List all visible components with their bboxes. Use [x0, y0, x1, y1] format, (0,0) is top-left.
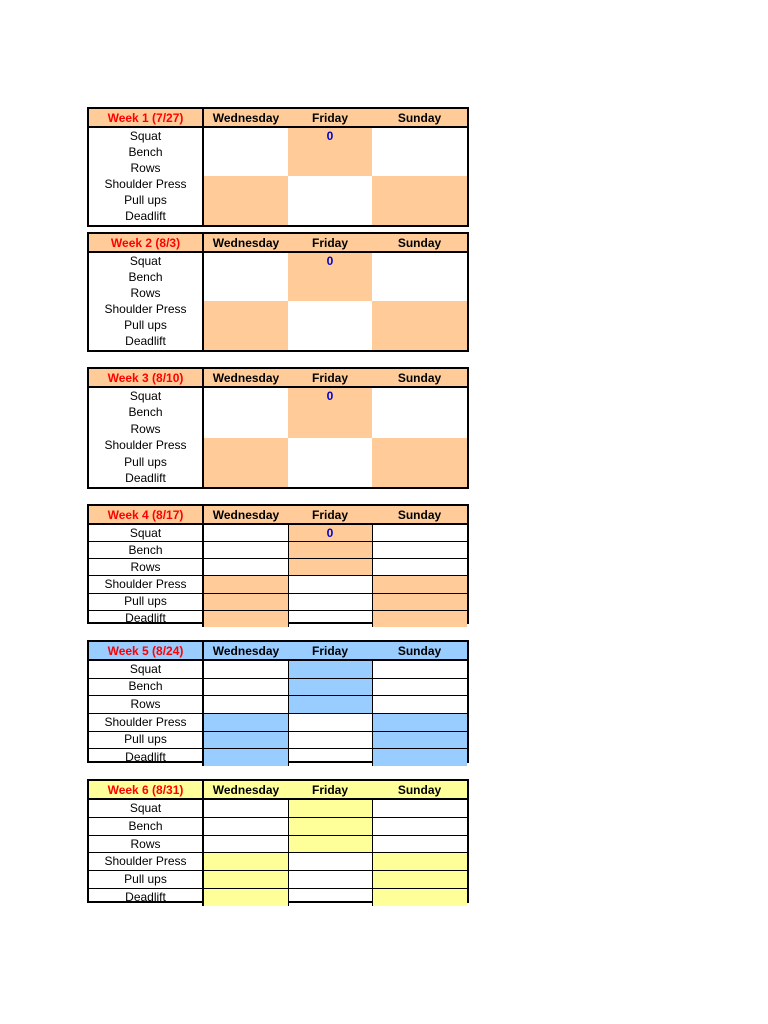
cell-rows-friday[interactable]	[288, 835, 372, 853]
day-header-wednesday: Wednesday	[203, 109, 288, 127]
week-title: Week 6 (8/31)	[89, 781, 203, 799]
exercise-label: Pull ups	[89, 871, 203, 889]
cell-deadlift-sunday[interactable]	[372, 749, 467, 766]
cell-pull-ups-wednesday[interactable]	[203, 731, 288, 749]
day-header-friday: Friday	[288, 369, 372, 387]
week-5-table	[87, 640, 469, 763]
cell-squat-sunday[interactable]	[372, 127, 467, 144]
cell-shoulder-press-wednesday[interactable]	[203, 576, 288, 593]
exercise-label: Bench	[89, 144, 203, 160]
day-header-sunday: Sunday	[372, 642, 467, 660]
cell-rows-wednesday[interactable]	[203, 835, 288, 853]
exercise-label: Bench	[89, 542, 203, 559]
exercise-label: Rows	[89, 160, 203, 176]
cell-squat-sunday[interactable]	[372, 524, 467, 542]
cell-pull-ups-friday[interactable]	[288, 731, 372, 749]
cell-squat-wednesday[interactable]	[203, 127, 288, 144]
week-title: Week 5 (8/24)	[89, 642, 203, 660]
cell-shoulder-press-friday[interactable]	[288, 438, 372, 455]
exercise-label: Shoulder Press	[89, 438, 203, 455]
exercise-label: Rows	[89, 285, 203, 301]
cell-bench-friday[interactable]	[288, 678, 372, 696]
exercise-label: Pull ups	[89, 318, 203, 334]
cell-pull-ups-wednesday[interactable]	[203, 871, 288, 889]
exercise-label: Deadlift	[89, 610, 203, 627]
cell-squat-wednesday[interactable]	[203, 387, 288, 405]
cell-pull-ups-wednesday[interactable]	[203, 318, 288, 334]
cell-rows-friday[interactable]	[288, 285, 372, 301]
day-header-friday: Friday	[288, 506, 372, 524]
exercise-label: Rows	[89, 559, 203, 576]
cell-bench-friday[interactable]	[288, 144, 372, 160]
cell-shoulder-press-sunday[interactable]	[372, 176, 467, 192]
cell-squat-friday[interactable]	[288, 799, 372, 817]
cell-rows-friday[interactable]	[288, 559, 372, 576]
cell-pull-ups-wednesday[interactable]	[203, 193, 288, 209]
cell-bench-friday[interactable]	[288, 269, 372, 285]
cell-deadlift-sunday[interactable]	[372, 471, 467, 488]
cell-rows-wednesday[interactable]	[203, 160, 288, 176]
cell-pull-ups-sunday[interactable]	[372, 593, 467, 610]
cell-rows-sunday[interactable]	[372, 421, 467, 438]
cell-shoulder-press-friday[interactable]	[288, 301, 372, 317]
cell-rows-friday[interactable]	[288, 696, 372, 714]
cell-shoulder-press-wednesday[interactable]	[203, 713, 288, 731]
cell-squat-sunday[interactable]	[372, 660, 467, 678]
exercise-label: Deadlift	[89, 334, 203, 350]
cell-deadlift-friday[interactable]	[288, 610, 372, 627]
cell-deadlift-sunday[interactable]	[372, 209, 467, 225]
cell-bench-wednesday[interactable]	[203, 144, 288, 160]
exercise-label: Squat	[89, 524, 203, 542]
cell-deadlift-wednesday[interactable]	[203, 610, 288, 627]
cell-pull-ups-wednesday[interactable]	[203, 593, 288, 610]
cell-rows-wednesday[interactable]	[203, 696, 288, 714]
cell-pull-ups-friday[interactable]	[288, 454, 372, 471]
exercise-label: Pull ups	[89, 731, 203, 749]
cell-shoulder-press-friday[interactable]	[288, 176, 372, 192]
cell-bench-sunday[interactable]	[372, 405, 467, 422]
cell-rows-sunday[interactable]	[372, 696, 467, 714]
day-header-sunday: Sunday	[372, 109, 467, 127]
cell-shoulder-press-sunday[interactable]	[372, 576, 467, 593]
cell-bench-friday[interactable]	[288, 405, 372, 422]
cell-bench-sunday[interactable]	[372, 269, 467, 285]
week-6-table	[87, 779, 469, 903]
cell-shoulder-press-sunday[interactable]	[372, 853, 467, 871]
exercise-label: Deadlift	[89, 471, 203, 488]
day-header-wednesday: Wednesday	[203, 506, 288, 524]
cell-squat-friday[interactable]	[288, 660, 372, 678]
week-title: Week 4 (8/17)	[89, 506, 203, 524]
day-header-friday: Friday	[288, 234, 372, 252]
cell-deadlift-sunday[interactable]	[372, 334, 467, 350]
day-header-sunday: Sunday	[372, 234, 467, 252]
cell-pull-ups-friday[interactable]	[288, 871, 372, 889]
cell-deadlift-friday[interactable]	[288, 209, 372, 225]
cell-rows-friday[interactable]	[288, 421, 372, 438]
cell-rows-sunday[interactable]	[372, 559, 467, 576]
cell-pull-ups-sunday[interactable]	[372, 731, 467, 749]
exercise-label: Deadlift	[89, 889, 203, 906]
exercise-label: Rows	[89, 835, 203, 853]
week-3-table	[87, 367, 469, 489]
cell-deadlift-friday[interactable]	[288, 889, 372, 906]
cell-squat-friday[interactable]: 0	[288, 252, 372, 269]
exercise-label: Deadlift	[89, 749, 203, 766]
exercise-label: Deadlift	[89, 209, 203, 225]
exercise-label: Shoulder Press	[89, 301, 203, 317]
cell-rows-sunday[interactable]	[372, 835, 467, 853]
cell-shoulder-press-sunday[interactable]	[372, 438, 467, 455]
exercise-label: Squat	[89, 387, 203, 405]
week-title: Week 3 (8/10)	[89, 369, 203, 387]
cell-bench-wednesday[interactable]	[203, 269, 288, 285]
cell-squat-wednesday[interactable]	[203, 252, 288, 269]
cell-pull-ups-sunday[interactable]	[372, 871, 467, 889]
week-title: Week 2 (8/3)	[89, 234, 203, 252]
cell-deadlift-wednesday[interactable]	[203, 889, 288, 906]
cell-bench-friday[interactable]	[288, 817, 372, 835]
cell-squat-sunday[interactable]	[372, 799, 467, 817]
exercise-label: Rows	[89, 421, 203, 438]
exercise-label: Squat	[89, 799, 203, 817]
day-header-wednesday: Wednesday	[203, 234, 288, 252]
cell-shoulder-press-sunday[interactable]	[372, 301, 467, 317]
cell-pull-ups-sunday[interactable]	[372, 318, 467, 334]
exercise-label: Pull ups	[89, 193, 203, 209]
cell-pull-ups-sunday[interactable]	[372, 454, 467, 471]
cell-deadlift-friday[interactable]	[288, 749, 372, 766]
exercise-label: Pull ups	[89, 593, 203, 610]
week-title: Week 1 (7/27)	[89, 109, 203, 127]
exercise-label: Shoulder Press	[89, 713, 203, 731]
cell-shoulder-press-wednesday[interactable]	[203, 853, 288, 871]
week-2-table	[87, 232, 469, 352]
exercise-label: Bench	[89, 269, 203, 285]
day-header-wednesday: Wednesday	[203, 781, 288, 799]
exercise-label: Shoulder Press	[89, 576, 203, 593]
exercise-label: Bench	[89, 405, 203, 422]
cell-shoulder-press-friday[interactable]	[288, 713, 372, 731]
cell-pull-ups-wednesday[interactable]	[203, 454, 288, 471]
exercise-label: Pull ups	[89, 454, 203, 471]
week-1-table	[87, 107, 469, 227]
day-header-sunday: Sunday	[372, 369, 467, 387]
exercise-label: Bench	[89, 817, 203, 835]
cell-shoulder-press-sunday[interactable]	[372, 713, 467, 731]
cell-pull-ups-sunday[interactable]	[372, 193, 467, 209]
exercise-label: Squat	[89, 252, 203, 269]
cell-squat-wednesday[interactable]	[203, 799, 288, 817]
day-header-sunday: Sunday	[372, 506, 467, 524]
cell-bench-sunday[interactable]	[372, 144, 467, 160]
cell-shoulder-press-wednesday[interactable]	[203, 301, 288, 317]
cell-bench-friday[interactable]	[288, 542, 372, 559]
day-header-sunday: Sunday	[372, 781, 467, 799]
exercise-label: Rows	[89, 696, 203, 714]
cell-deadlift-wednesday[interactable]	[203, 749, 288, 766]
cell-rows-wednesday[interactable]	[203, 421, 288, 438]
cell-rows-friday[interactable]	[288, 160, 372, 176]
cell-deadlift-friday[interactable]	[288, 471, 372, 488]
cell-squat-friday[interactable]: 0	[288, 524, 372, 542]
cell-deadlift-sunday[interactable]	[372, 889, 467, 906]
day-header-wednesday: Wednesday	[203, 369, 288, 387]
cell-deadlift-wednesday[interactable]	[203, 471, 288, 488]
cell-bench-sunday[interactable]	[372, 817, 467, 835]
day-header-friday: Friday	[288, 642, 372, 660]
cell-bench-wednesday[interactable]	[203, 817, 288, 835]
cell-squat-sunday[interactable]	[372, 387, 467, 405]
cell-bench-sunday[interactable]	[372, 542, 467, 559]
exercise-label: Squat	[89, 660, 203, 678]
cell-shoulder-press-friday[interactable]	[288, 576, 372, 593]
cell-squat-wednesday[interactable]	[203, 524, 288, 542]
cell-shoulder-press-wednesday[interactable]	[203, 438, 288, 455]
cell-pull-ups-friday[interactable]	[288, 318, 372, 334]
cell-rows-wednesday[interactable]	[203, 285, 288, 301]
cell-shoulder-press-friday[interactable]	[288, 853, 372, 871]
cell-deadlift-wednesday[interactable]	[203, 209, 288, 225]
cell-rows-sunday[interactable]	[372, 160, 467, 176]
cell-rows-sunday[interactable]	[372, 285, 467, 301]
cell-bench-wednesday[interactable]	[203, 678, 288, 696]
cell-shoulder-press-wednesday[interactable]	[203, 176, 288, 192]
cell-pull-ups-friday[interactable]	[288, 193, 372, 209]
day-header-wednesday: Wednesday	[203, 642, 288, 660]
cell-deadlift-friday[interactable]	[288, 334, 372, 350]
cell-pull-ups-friday[interactable]	[288, 593, 372, 610]
cell-squat-wednesday[interactable]	[203, 660, 288, 678]
cell-deadlift-sunday[interactable]	[372, 610, 467, 627]
cell-squat-sunday[interactable]	[372, 252, 467, 269]
day-header-friday: Friday	[288, 781, 372, 799]
cell-squat-friday[interactable]: 0	[288, 387, 372, 405]
exercise-label: Shoulder Press	[89, 853, 203, 871]
cell-bench-wednesday[interactable]	[203, 405, 288, 422]
cell-deadlift-wednesday[interactable]	[203, 334, 288, 350]
cell-bench-wednesday[interactable]	[203, 542, 288, 559]
cell-rows-wednesday[interactable]	[203, 559, 288, 576]
exercise-label: Bench	[89, 678, 203, 696]
cell-bench-sunday[interactable]	[372, 678, 467, 696]
week-4-table	[87, 504, 469, 624]
exercise-label: Shoulder Press	[89, 176, 203, 192]
exercise-label: Squat	[89, 127, 203, 144]
cell-squat-friday[interactable]: 0	[288, 127, 372, 144]
day-header-friday: Friday	[288, 109, 372, 127]
